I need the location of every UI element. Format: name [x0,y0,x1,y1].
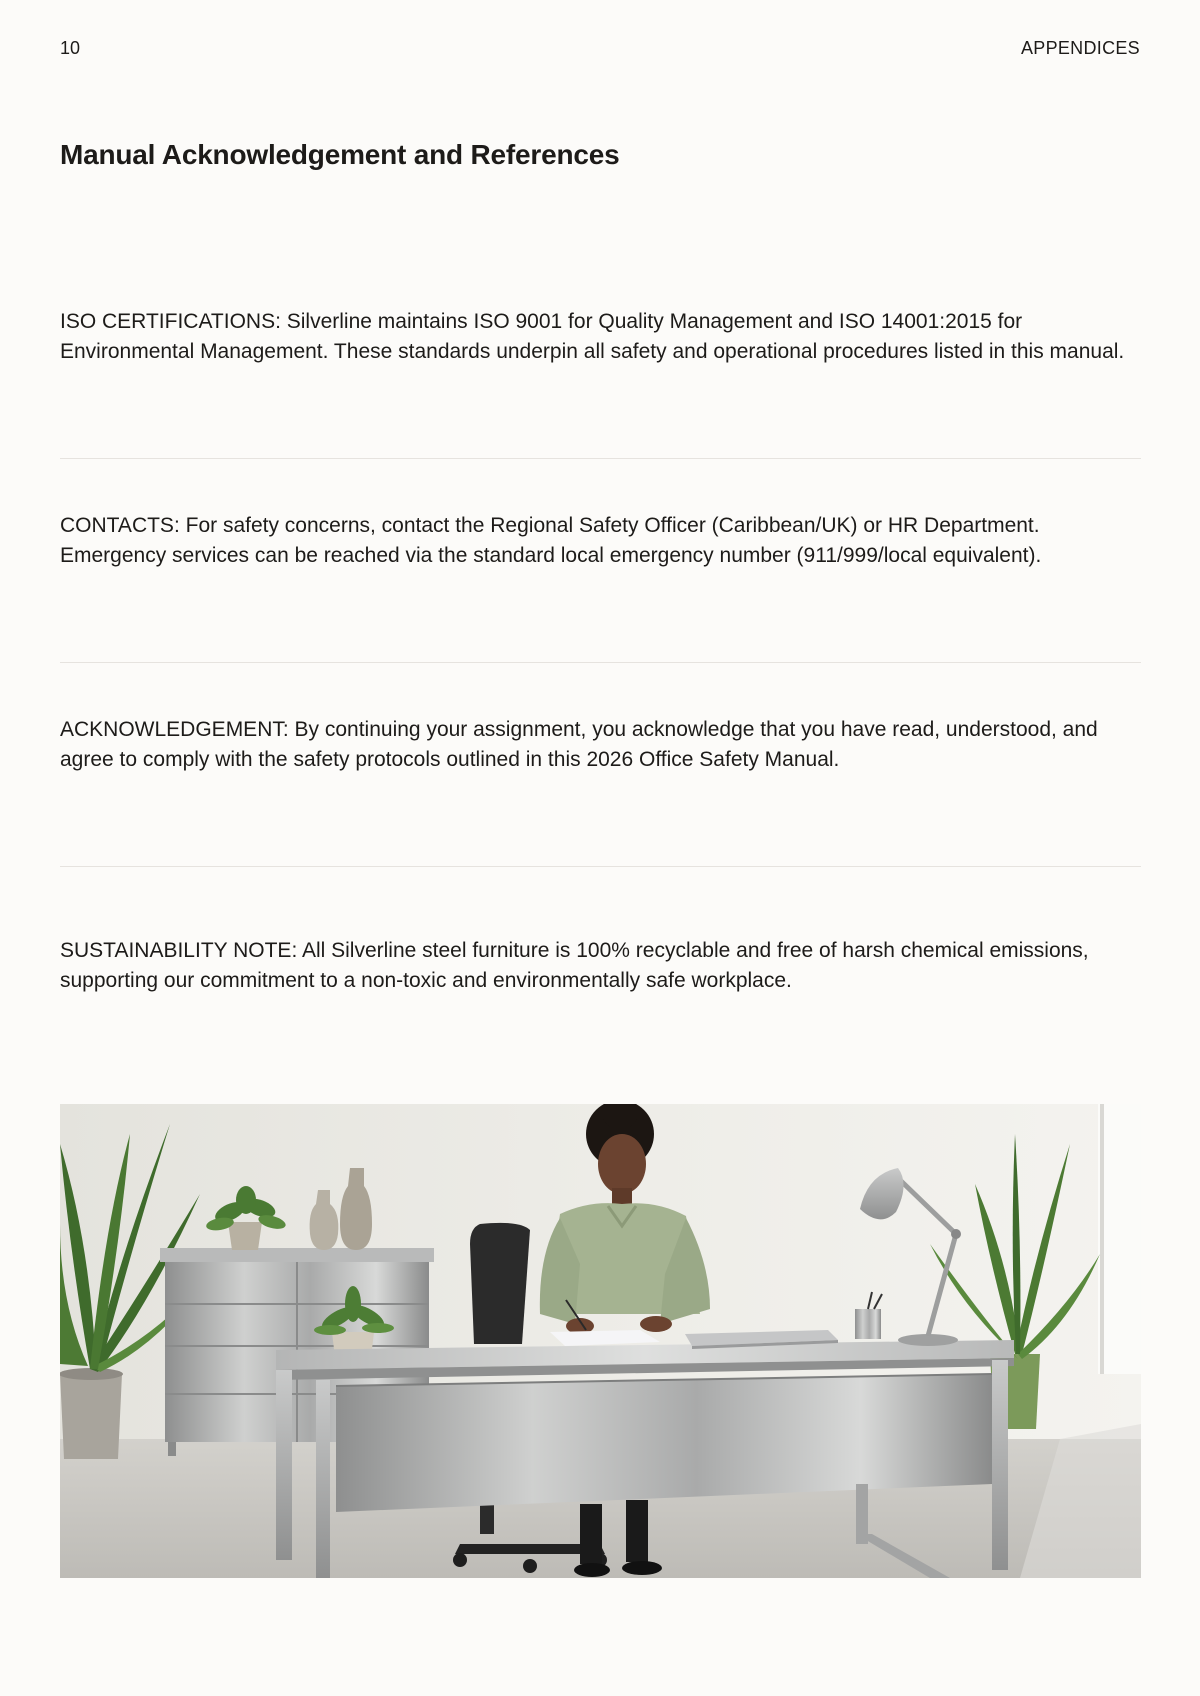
acknowledgement-paragraph: ACKNOWLEDGEMENT: By continuing your assignment, you acknowledge that you have read, understood, and agree to comply with the safety protocols outlined in this 2026 Office Safety Manual. [60,718,1098,771]
section-divider [60,458,1141,459]
contacts-paragraph: CONTACTS: For safety concerns, contact the Regional Safety Officer (Caribbean/UK) or HR Department. Emergency services can be reached via the standard local emergency number (911/999/local equivalent). [60,514,1042,567]
iso-certifications-paragraph: ISO CERTIFICATIONS: Silverline maintains ISO 9001 for Quality Management and ISO 14001:2015 for Environmental Management. These standards underpin all safety and operational procedures listed in this manual. [60,310,1125,363]
section-divider [60,866,1141,867]
office-photo [60,1104,1141,1578]
page-title: Manual Acknowledgement and References [60,139,620,170]
sustainability-paragraph: SUSTAINABILITY NOTE: All Silverline steel furniture is 100% recyclable and free of harsh chemical emissions, supporting our commitment to a non-toxic and environmentally safe workplace. [60,939,1089,992]
section-divider [60,662,1141,663]
running-header: APPENDICES [1020,38,1140,58]
page-number: 10 [60,38,81,58]
